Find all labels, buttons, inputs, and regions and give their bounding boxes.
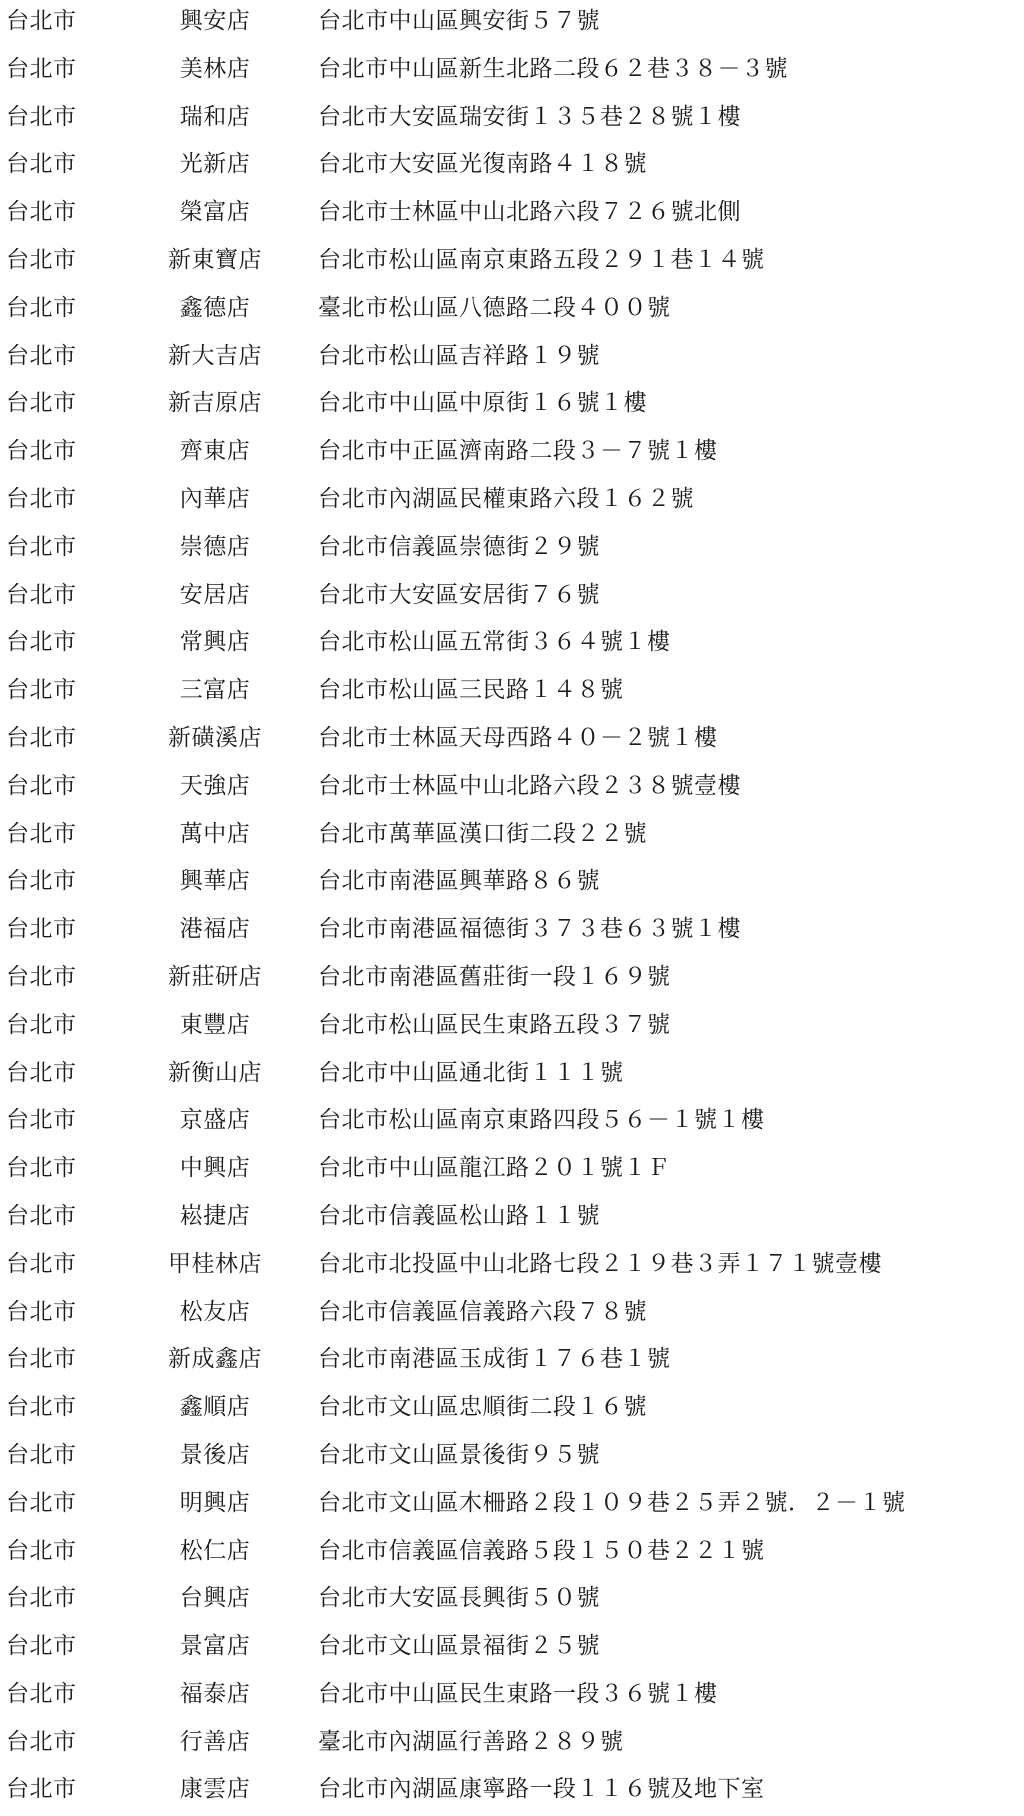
city-cell: 台北市 bbox=[6, 1489, 77, 1516]
table-row bbox=[0, 1768, 1024, 1816]
table-row bbox=[0, 335, 1024, 383]
store-name-cell: 中興店 bbox=[179, 1155, 251, 1182]
city-cell: 台北市 bbox=[6, 1298, 77, 1325]
table-row bbox=[0, 1052, 1024, 1100]
store-name-cell: 新東寶店 bbox=[168, 246, 262, 273]
city-cell: 台北市 bbox=[6, 1441, 77, 1468]
table-row bbox=[0, 574, 1024, 622]
table-row bbox=[0, 765, 1024, 813]
address-cell: 台北市南港區福德街３７３巷６３號１樓 bbox=[318, 916, 741, 943]
address-cell: 台北市內湖區民權東路六段１６２號 bbox=[318, 485, 694, 512]
table-row bbox=[0, 956, 1024, 1004]
address-cell: 台北市信義區信義路５段１５０巷２２１號 bbox=[318, 1537, 765, 1564]
table-row bbox=[0, 143, 1024, 191]
address-cell: 台北市士林區中山北路六段７２６號北側 bbox=[318, 199, 741, 226]
table-row bbox=[0, 239, 1024, 287]
store-name-cell: 新衡山店 bbox=[168, 1059, 262, 1086]
store-name-cell: 萬中店 bbox=[179, 820, 251, 847]
table-row bbox=[0, 1530, 1024, 1578]
address-cell: 台北市中山區中原街１６號１樓 bbox=[318, 390, 647, 417]
city-cell: 台北市 bbox=[6, 294, 77, 321]
store-name-cell: 行善店 bbox=[179, 1728, 251, 1755]
city-cell: 台北市 bbox=[6, 677, 77, 704]
address-cell: 台北市松山區民生東路五段３７號 bbox=[318, 1011, 671, 1038]
store-name-cell: 齊東店 bbox=[179, 438, 251, 465]
table-row bbox=[0, 382, 1024, 430]
address-cell: 台北市萬華區漢口街二段２２號 bbox=[318, 820, 647, 847]
store-name-cell: 松友店 bbox=[179, 1298, 251, 1325]
address-cell: 台北市大安區安居街７６號 bbox=[318, 581, 600, 608]
table-row bbox=[0, 1243, 1024, 1291]
city-cell: 台北市 bbox=[6, 1059, 77, 1086]
address-cell: 台北市中正區濟南路二段３－７號１樓 bbox=[318, 438, 718, 465]
city-cell: 台北市 bbox=[6, 1728, 77, 1755]
table-row bbox=[0, 1434, 1024, 1482]
store-name-cell: 新大吉店 bbox=[168, 342, 262, 369]
address-cell: 台北市信義區信義路六段７８號 bbox=[318, 1298, 647, 1325]
store-name-cell: 京盛店 bbox=[179, 1107, 251, 1134]
city-cell: 台北市 bbox=[6, 1250, 77, 1277]
store-name-cell: 瑞和店 bbox=[179, 103, 251, 130]
address-cell: 台北市內湖區康寧路一段１１６號及地下室 bbox=[318, 1776, 765, 1803]
address-cell: 臺北市松山區八德路二段４００號 bbox=[318, 294, 671, 321]
table-row bbox=[0, 669, 1024, 717]
city-cell: 台北市 bbox=[6, 1633, 77, 1660]
address-cell: 台北市松山區五常街３６４號１樓 bbox=[318, 629, 671, 656]
store-name-cell: 美林店 bbox=[179, 55, 251, 82]
store-name-cell: 東豐店 bbox=[179, 1011, 251, 1038]
table-row bbox=[0, 1482, 1024, 1530]
address-cell: 台北市信義區松山路１１號 bbox=[318, 1202, 600, 1229]
address-cell: 台北市士林區中山北路六段２３８號壹樓 bbox=[318, 772, 741, 799]
address-cell: 台北市中山區興安街５７號 bbox=[318, 8, 600, 34]
city-cell: 台北市 bbox=[6, 868, 77, 895]
address-cell: 台北市大安區長興街５０號 bbox=[318, 1585, 600, 1612]
address-cell: 臺北市內湖區行善路２８９號 bbox=[318, 1728, 624, 1755]
table-row bbox=[0, 478, 1024, 526]
city-cell: 台北市 bbox=[6, 390, 77, 417]
address-cell: 台北市文山區木柵路２段１０９巷２５弄２號．２－１號 bbox=[318, 1489, 906, 1516]
table-row bbox=[0, 1004, 1024, 1052]
city-cell: 台北市 bbox=[6, 1107, 77, 1134]
table-row bbox=[0, 1338, 1024, 1386]
table-row bbox=[0, 1673, 1024, 1721]
table-row bbox=[0, 717, 1024, 765]
table-row bbox=[0, 526, 1024, 574]
city-cell: 台北市 bbox=[6, 1011, 77, 1038]
store-name-cell: 甲桂林店 bbox=[168, 1250, 262, 1277]
store-name-cell: 新莊研店 bbox=[168, 963, 262, 990]
table-row bbox=[0, 0, 1024, 48]
table-row bbox=[0, 1577, 1024, 1625]
store-name-cell: 鑫德店 bbox=[179, 294, 251, 321]
table-row bbox=[0, 1386, 1024, 1434]
store-name-cell: 松仁店 bbox=[179, 1537, 251, 1564]
city-cell: 台北市 bbox=[6, 438, 77, 465]
store-name-cell: 景富店 bbox=[179, 1633, 251, 1660]
store-name-cell: 三富店 bbox=[179, 677, 251, 704]
address-cell: 台北市大安區瑞安街１３５巷２８號１樓 bbox=[318, 103, 741, 130]
store-name-cell: 鑫順店 bbox=[179, 1394, 251, 1421]
city-cell: 台北市 bbox=[6, 1155, 77, 1182]
table-row bbox=[0, 1147, 1024, 1195]
city-cell: 台北市 bbox=[6, 342, 77, 369]
city-cell: 台北市 bbox=[6, 963, 77, 990]
address-cell: 台北市文山區景福街２５號 bbox=[318, 1633, 600, 1660]
store-name-cell: 內華店 bbox=[179, 485, 251, 512]
store-name-cell: 港福店 bbox=[179, 916, 251, 943]
store-name-cell: 榮富店 bbox=[179, 199, 251, 226]
address-cell: 台北市信義區崇德街２９號 bbox=[318, 533, 600, 560]
address-cell: 台北市松山區三民路１４８號 bbox=[318, 677, 624, 704]
city-cell: 台北市 bbox=[6, 916, 77, 943]
address-cell: 台北市中山區龍江路２０１號１Ｆ bbox=[318, 1155, 671, 1182]
address-cell: 台北市北投區中山北路七段２１９巷３弄１７１號壹樓 bbox=[318, 1250, 882, 1277]
store-name-cell: 景後店 bbox=[179, 1441, 251, 1468]
store-name-cell: 新成鑫店 bbox=[168, 1346, 262, 1373]
city-cell: 台北市 bbox=[6, 151, 77, 178]
store-name-cell: 新磺溪店 bbox=[168, 724, 262, 751]
address-cell: 台北市文山區忠順街二段１６號 bbox=[318, 1394, 647, 1421]
store-name-cell: 天強店 bbox=[179, 772, 251, 799]
address-cell: 台北市松山區南京東路四段５６－１號１樓 bbox=[318, 1107, 765, 1134]
address-cell: 台北市中山區民生東路一段３６號１樓 bbox=[318, 1680, 718, 1707]
store-name-cell: 常興店 bbox=[179, 629, 251, 656]
table-row bbox=[0, 1195, 1024, 1243]
address-cell: 台北市中山區通北街１１１號 bbox=[318, 1059, 624, 1086]
city-cell: 台北市 bbox=[6, 1680, 77, 1707]
city-cell: 台北市 bbox=[6, 820, 77, 847]
store-name-cell: 新吉原店 bbox=[168, 390, 262, 417]
address-cell: 台北市南港區玉成街１７６巷１號 bbox=[318, 1346, 671, 1373]
city-cell: 台北市 bbox=[6, 1585, 77, 1612]
address-cell: 台北市中山區新生北路二段６２巷３８－３號 bbox=[318, 55, 788, 82]
table-row bbox=[0, 621, 1024, 669]
table-row bbox=[0, 1099, 1024, 1147]
city-cell: 台北市 bbox=[6, 485, 77, 512]
store-name-cell: 安居店 bbox=[179, 581, 251, 608]
address-cell: 台北市松山區南京東路五段２９１巷１４號 bbox=[318, 246, 765, 273]
table-row bbox=[0, 430, 1024, 478]
city-cell: 台北市 bbox=[6, 581, 77, 608]
city-cell: 台北市 bbox=[6, 629, 77, 656]
city-cell: 台北市 bbox=[6, 772, 77, 799]
table-row bbox=[0, 191, 1024, 239]
city-cell: 台北市 bbox=[6, 724, 77, 751]
table-row bbox=[0, 287, 1024, 335]
address-cell: 台北市大安區光復南路４１８號 bbox=[318, 151, 647, 178]
table-row bbox=[0, 908, 1024, 956]
store-name-cell: 明興店 bbox=[179, 1489, 251, 1516]
address-cell: 台北市文山區景後街９５號 bbox=[318, 1441, 600, 1468]
table-row bbox=[0, 1291, 1024, 1339]
store-name-cell: 崇德店 bbox=[179, 533, 251, 560]
city-cell: 台北市 bbox=[6, 103, 77, 130]
table-row bbox=[0, 1721, 1024, 1769]
address-cell: 台北市松山區吉祥路１９號 bbox=[318, 342, 600, 369]
city-cell: 台北市 bbox=[6, 8, 77, 34]
store-name-cell: 興華店 bbox=[179, 868, 251, 895]
address-cell: 台北市南港區舊莊街一段１６９號 bbox=[318, 963, 671, 990]
city-cell: 台北市 bbox=[6, 1202, 77, 1229]
store-name-cell: 台興店 bbox=[179, 1585, 251, 1612]
city-cell: 台北市 bbox=[6, 1776, 77, 1803]
table-row bbox=[0, 813, 1024, 861]
city-cell: 台北市 bbox=[6, 533, 77, 560]
store-name-cell: 福泰店 bbox=[179, 1680, 251, 1707]
city-cell: 台北市 bbox=[6, 1346, 77, 1373]
table-row bbox=[0, 1625, 1024, 1673]
address-cell: 台北市士林區天母西路４０－２號１樓 bbox=[318, 724, 718, 751]
city-cell: 台北市 bbox=[6, 246, 77, 273]
store-name-cell: 光新店 bbox=[179, 151, 251, 178]
city-cell: 台北市 bbox=[6, 199, 77, 226]
table-row bbox=[0, 48, 1024, 96]
city-cell: 台北市 bbox=[6, 55, 77, 82]
store-name-cell: 崧捷店 bbox=[179, 1202, 251, 1229]
address-cell: 台北市南港區興華路８６號 bbox=[318, 868, 600, 895]
table-row bbox=[0, 96, 1024, 144]
city-cell: 台北市 bbox=[6, 1537, 77, 1564]
city-cell: 台北市 bbox=[6, 1394, 77, 1421]
table-row bbox=[0, 860, 1024, 908]
store-name-cell: 康雲店 bbox=[179, 1776, 251, 1803]
store-name-cell: 興安店 bbox=[179, 8, 251, 34]
